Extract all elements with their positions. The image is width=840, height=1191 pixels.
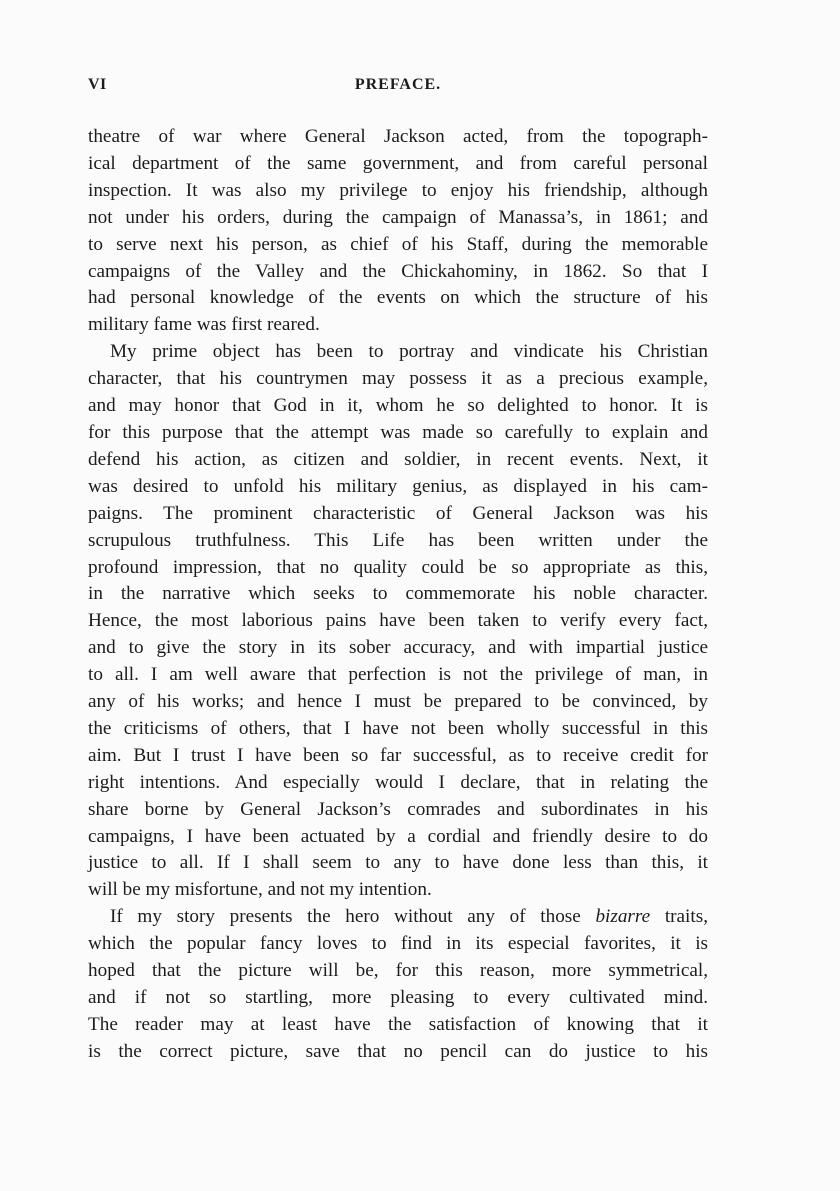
text-line: character, that his countrymen may possess it as a precious example, bbox=[88, 368, 708, 390]
text-line: justice to all. If I shall seem to any to have done less than this, it bbox=[88, 852, 708, 874]
text-line: The reader may at least have the satisfaction of knowing that it bbox=[88, 1013, 708, 1035]
text-line: right intentions. And especially would I declare, that in relating the bbox=[88, 771, 708, 793]
text-line: My prime object has been to portray and vindicate his Christian bbox=[110, 341, 708, 363]
text-line: hoped that the picture will be, for this reason, more symmetrical, bbox=[88, 960, 708, 982]
text-line: for this purpose that the attempt was made so carefully to explain and bbox=[88, 421, 708, 443]
text-line: to serve next his person, as chief of his Staff, during the memorable bbox=[88, 233, 708, 255]
text-line: profound impression, that no quality could be so appropriate as this, bbox=[88, 556, 708, 578]
text-line: and if not so startling, more pleasing to every cultivated mind. bbox=[88, 987, 708, 1008]
text-line: share borne by General Jackson’s comrades and subordinates in his bbox=[88, 798, 708, 820]
text-line: will be my misfortune, and not my intention. bbox=[88, 879, 432, 901]
text-line bbox=[88, 904, 708, 931]
text-line: theatre of war where General Jackson acted, from the topograph- bbox=[88, 126, 708, 147]
text-line: Hence, the most laborious pains have been taken to verify every fact, bbox=[88, 610, 708, 632]
preface-body bbox=[88, 124, 708, 1066]
text-fragment: If my story presents the hero without any of those bbox=[110, 906, 596, 928]
text-line: not under his orders, during the campaign of Manassa’s, in 1861; and bbox=[88, 206, 708, 228]
paragraph-1 bbox=[88, 124, 708, 339]
text-line: inspection. It was also my privilege to enjoy his friendship, although bbox=[88, 179, 708, 201]
text-line: and to give the story in its sober accuracy, and with impartial justice bbox=[88, 637, 708, 659]
text-line: which the popular fancy loves to find in its especial favorites, it is bbox=[88, 933, 708, 955]
text-line: aim. But I trust I have been so far successful, as to receive credit for bbox=[88, 744, 708, 766]
text-line: scrupulous truthfulness. This Life has been written under the bbox=[88, 529, 708, 551]
text-line: to all. I am well aware that perfection is not the privilege of man, in bbox=[88, 664, 708, 686]
running-head bbox=[88, 70, 708, 104]
text-line: and may honor that God in it, whom he so delighted to honor. It is bbox=[88, 395, 708, 417]
page-number: VI bbox=[88, 76, 107, 93]
text-line: ical department of the same government, and from careful personal bbox=[88, 152, 708, 174]
text-line: military fame was first reared. bbox=[88, 314, 320, 336]
paragraph-3 bbox=[88, 904, 708, 1065]
paragraph-2 bbox=[88, 339, 708, 904]
text-line: any of his works; and hence I must be prepared to be convinced, by bbox=[88, 691, 708, 713]
text-line: campaigns of the Valley and the Chickahominy, in 1862. So that I bbox=[88, 260, 708, 282]
text-fragment: traits, bbox=[650, 906, 708, 928]
text-line: is the correct picture, save that no pencil can do justice to his bbox=[88, 1040, 708, 1062]
text-line: defend his action, as citizen and soldier, in recent events. Next, it bbox=[88, 448, 708, 470]
book-page bbox=[88, 70, 708, 1170]
italic-word: bizarre bbox=[595, 906, 651, 928]
text-line: campaigns, I have been actuated by a cordial and friendly desire to do bbox=[88, 825, 708, 847]
text-line: was desired to unfold his military genius, as displayed in his cam- bbox=[88, 475, 708, 497]
text-line: in the narrative which seeks to commemorate his noble character. bbox=[88, 583, 708, 605]
text-line: paigns. The prominent characteristic of General Jackson was his bbox=[88, 502, 708, 524]
text-line: the criticisms of others, that I have not been wholly successful in this bbox=[88, 717, 708, 739]
text-line: had personal knowledge of the events on which the structure of his bbox=[88, 287, 708, 309]
running-title: PREFACE. bbox=[354, 76, 442, 93]
